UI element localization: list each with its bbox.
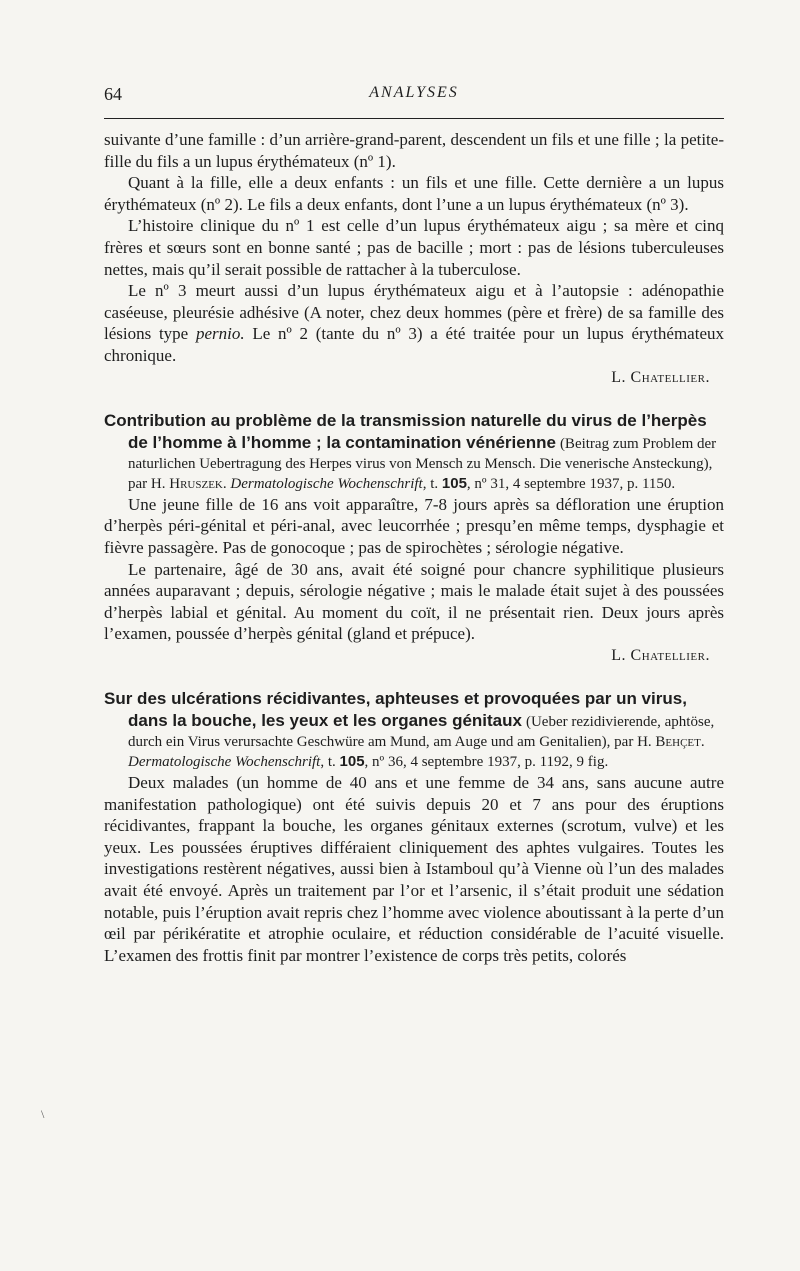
article-heading (104, 688, 724, 772)
text-run: Le nº 3 meurt aussi d’un lupus érythémateux aigu et à l’autopsie : adénopathie caséeuse, pleurésie adhésive (A noter, chez deux hommes (père et frère) de sa famille des lésions type (104, 281, 724, 344)
citation-text: , t. (422, 475, 442, 492)
author-signature: L. Chatellier. (611, 368, 710, 386)
page-number: 64 (104, 84, 122, 104)
article-herpes (104, 410, 724, 666)
article-title: Contribution au problème de la transmission naturelle du virus de l’herpès de l’homme à l’homme ; la contamination vénérienne (104, 411, 707, 452)
citation-text: , nº 36, 4 septembre 1937, p. 1192, 9 fig. (364, 754, 609, 771)
article-lupus (104, 129, 724, 388)
citation-text: (Ueber rezidivierende, aphtöse, durch ein Virus verursachte Geschwüre am Mund, am Auge und am Genitalien), par H. (128, 714, 715, 751)
running-head (104, 84, 724, 110)
paragraph-with-signature (104, 559, 724, 645)
citation-text: , nº 31, 4 septembre 1937, p. 1150. (466, 475, 676, 492)
author-signature: L. Chatellier. (611, 646, 710, 664)
paragraph: L’histoire clinique du nº 1 est celle d’un lupus érythémateux aigu ; sa mère et cinq frères et sœurs sont en bonne santé ; pas de bacille ; mort : pas de lésions tuberculeuses nettes, mais qu’il serait possible de rattacher à la tuberculose. (104, 216, 724, 279)
citation-volume: 105 (441, 474, 467, 492)
paragraph: suivante d’une famille : d’un arrière-grand-parent, descendent un fils et une fille ; la petite-fille du fils a un lupus érythémateux (nº 1). (104, 130, 724, 171)
paragraph: Deux malades (un homme de 40 ans et une femme de 34 ans, sans aucune autre manifestation pathologique) ont été suivis depuis 20 et 7 ans pour des éruptions récidivantes, frappant la bouche, les organes génitaux externes (scrotum, vulve) et les yeux. Les poussées éruptives différaient cliniquement des aphtes vulgaires. Toutes les investigations restèrent négatives, aussi bien à Istamboul qu’à Vienne où l’un des malades avait été envoyé. Après un traitement par l’or et l’arsenic, il s’était produit une sédation notable, puis l’éruption avait repris chez l’homme avec violence aboutissant à la perte d’un œil par périkératite et atrophie oculaire, et réduction considérable de l’acuité visuelle. L’examen des frottis finit par montrer l’existence de corps très petits, colorés (104, 773, 724, 965)
citation-text: , t. (320, 754, 340, 771)
paragraph (104, 280, 724, 366)
separator: . (222, 475, 231, 492)
header-rule (104, 118, 724, 119)
paragraph: Quant à la fille, elle a deux enfants : un fils et une fille. Cette dernière a un lupus érythémateux (nº 2). Le fils a deux enfants, dont l’une a un lupus érythémateux (nº 3). (104, 173, 724, 214)
paragraph: Le partenaire, âgé de 30 ans, avait été soigné pour chancre syphilitique plusieurs années auparavant ; depuis, sérologie négative ; mais le malade était sujet à des poussées d’herpès labial et génital. Au moment du coït, il ne présentait rien. Deux jours après l’examen, poussée d’herpès génital (gland et prépuce). (104, 559, 724, 644)
margin-mark: \ (41, 1107, 45, 1121)
citation-text: (Beitrag zum Problem der naturlichen Uebertragung des Herpes virus von Mensch zu Mensch. Die venerische Ansteckung), par H. (128, 435, 717, 492)
italic-term: pernio. (195, 324, 245, 344)
text-run: Le nº 2 (tante du nº 3) a été traitée pour un lupus érythémateux chronique. (104, 324, 724, 365)
article-behcet (104, 688, 724, 966)
citation-journal: Dermatologische Wochenschrift (128, 754, 321, 771)
article-heading (104, 410, 724, 494)
section-title: ANALYSES (369, 84, 459, 101)
article-title: Sur des ulcérations récidivantes, aphteuses et provoquées par un virus, dans la bouche, les yeux et les organes génitaux (104, 689, 687, 731)
citation-author: Hruszek (169, 475, 223, 492)
citation-author: Behçet (655, 734, 701, 751)
separator: . (700, 734, 705, 751)
citation-journal: Dermatologische Wochenschrift (230, 475, 423, 492)
page (104, 84, 724, 966)
citation-volume: 105 (339, 753, 365, 771)
paragraph: Une jeune fille de 16 ans voit apparaître, 7-8 jours après sa défloration une éruption d’herpès péri-génital et péri-anal, avec leucorrhée ; presqu’en même temps, dysphagie et fièvre passagère. Pas de gonocoque ; pas de spirochètes ; sérologie négative. (104, 494, 724, 557)
